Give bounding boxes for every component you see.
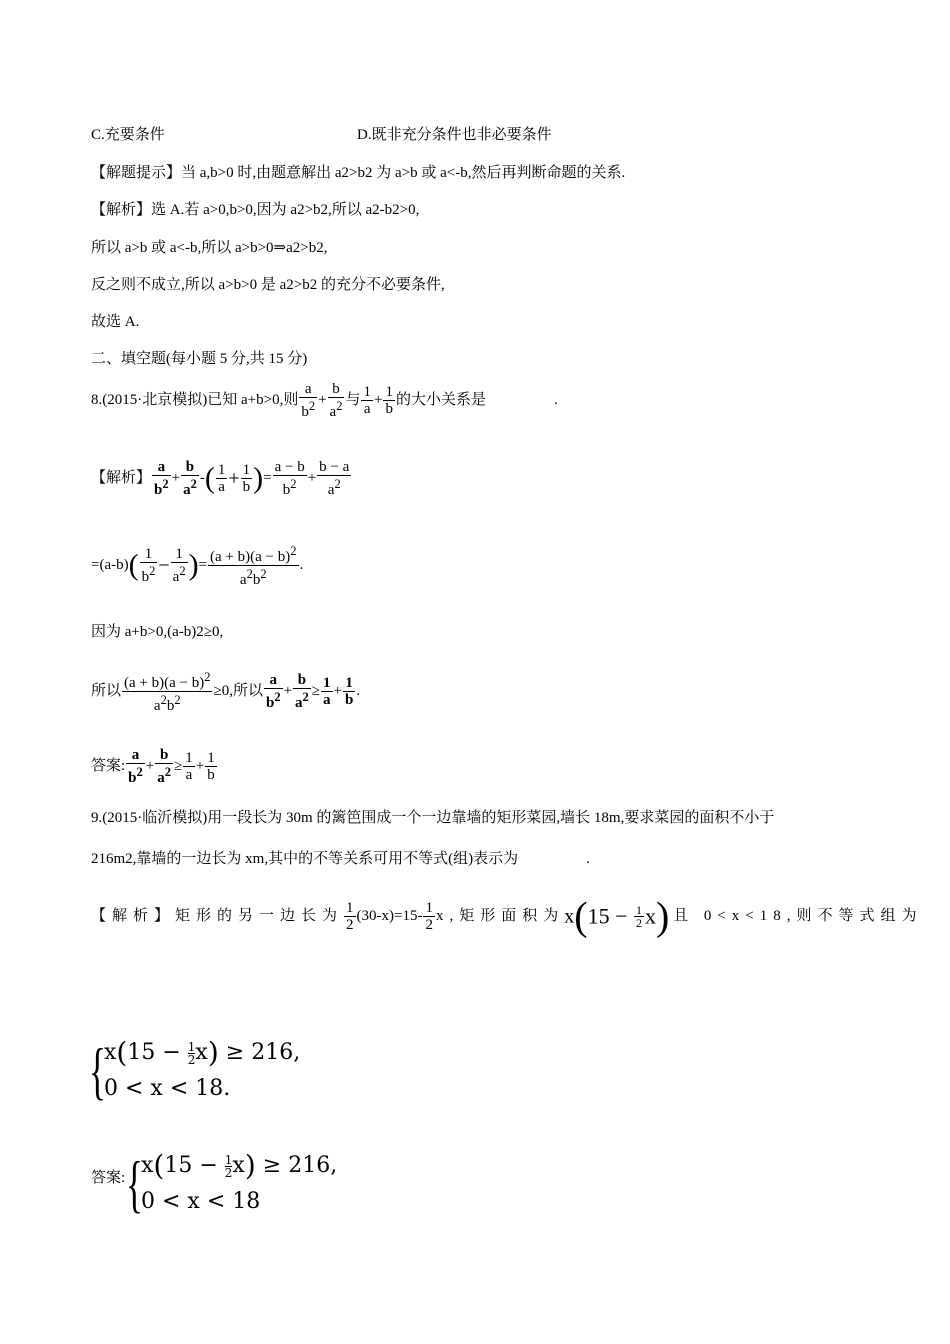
inequality-line-2: 0 < x < 18 xyxy=(141,1189,261,1214)
frac-product-over-a2b2: $\frac{(a + b)(a - b)^2}{a^2b^2}$ xyxy=(124,670,211,715)
q9-sol-end: 且 0<x<18,则不等式组为 xyxy=(673,908,923,924)
frac-1-over-b: $\frac{1}{b}$ xyxy=(242,462,251,496)
q8-prefix: 8.(2015·北京模拟)已知 a+b>0,则 xyxy=(91,392,299,408)
frac-1-over-2: $\frac{1}{2}$ xyxy=(346,900,354,934)
left-brace: { xyxy=(126,1148,143,1219)
q8-statement: 8.(2015·北京模拟)已知 a+b>0,则 $\frac{a}{b^2}$ + $\frac{b}{a^2}$ 与 $\frac{1}{a}$ + $\frac{1}{b}$ 的大小关系是 . xyxy=(91,381,558,421)
option-d: D.既非充分条件也非必要条件 xyxy=(357,127,552,143)
q8-end: . xyxy=(553,392,558,408)
q7-solution-line-1: 【解析】选 A.若 a>0,b>0,因为 a2>b2,所以 a2-b2>0, xyxy=(91,202,420,218)
q8-sol-line2-prefix: =(a-b) xyxy=(91,557,129,573)
frac-b-over-a2: $\frac{b}{a^2}$ xyxy=(295,672,309,712)
q9-statement-line-2 xyxy=(91,849,590,869)
q8-mid: 与 xyxy=(345,392,361,408)
inequality-system xyxy=(89,1035,300,1107)
q8-sol-line4-prefix: 所以 xyxy=(91,683,122,699)
frac-1-over-b2: $\frac{1}{b^2}$ xyxy=(141,546,156,586)
frac-b-over-a2: $\frac{b}{a^2}$ xyxy=(183,459,197,499)
frac-1-over-b: $\frac{1}{b}$ xyxy=(385,384,393,418)
q8-solution-line-2: =(a-b)( $\frac{1}{b^2}$ − $\frac{1}{a^2}$ )= $\frac{(a + b)(a - b)^2}{a^2b^2}$ . xyxy=(91,544,304,589)
q9-line2-text: 216m2,靠墙的一边长为 xm,其中的不等关系可用不等式(组)表示为 xyxy=(91,851,519,867)
q9-line2-end: . xyxy=(586,851,590,867)
answer-inequality-system xyxy=(126,1148,337,1220)
q9-answer-label: 答案: xyxy=(91,1170,126,1186)
frac-1-over-2: $\frac{1}{2}$ xyxy=(425,900,433,934)
q8-sol-line4-mid: ≥0,所以 xyxy=(213,683,263,699)
q9-statement-line-1: 9.(2015·临沂模拟)用一段长为 30m 的篱笆围成一个一边靠墙的矩形菜园,墙长 18m,要求菜园的面积不小于 xyxy=(91,810,775,826)
left-brace: { xyxy=(89,1035,106,1106)
frac-1-over-a2: $\frac{1}{a^2}$ xyxy=(172,546,186,586)
q7-hint: 【解题提示】当 a,b>0 时,由题意解出 a2>b2 为 a>b 或 a<-b,然后再判断命题的关系. xyxy=(91,165,626,181)
q9-sol-label: 【解析】矩形的另一边长为 xyxy=(91,908,344,924)
frac-1-over-a: $\frac{1}{a}$ xyxy=(363,384,371,418)
q7-solution-line-3: 反之则不成立,所以 a>b>0 是 a2>b2 的充分不必要条件, xyxy=(91,277,445,293)
frac-b-over-a2: $\frac{b}{a^2}$ xyxy=(329,381,343,421)
q8-suffix: 的大小关系是 xyxy=(395,392,486,408)
frac-a-over-b2: $\frac{a}{b^2}$ xyxy=(128,747,143,787)
q8-answer-label: 答案: xyxy=(91,758,126,774)
frac-b-minus-a-over-a2: $\frac{b - a}{a^2}$ xyxy=(319,459,350,499)
q9-sol-mid2: x,矩形面积为 xyxy=(435,908,565,924)
inequality-line-1: x(15 − $\frac{1}{2}$ x) ≥ 216, xyxy=(141,1149,338,1182)
option-c: C.充要条件 xyxy=(91,127,165,143)
q9-sol-mid1: (30-x)=15- xyxy=(356,908,423,924)
frac-1-over-b: $\frac{1}{b}$ xyxy=(344,675,354,709)
frac-1-over-a: $\frac{1}{a}$ xyxy=(323,675,331,709)
frac-a-over-b2: $\frac{a}{b^2}$ xyxy=(154,459,169,499)
frac-a-over-b2: $\frac{a}{b^2}$ xyxy=(265,672,281,712)
frac-product-over-a2b2: $\frac{(a + b)(a - b)^2}{a^2b^2}$ xyxy=(210,544,297,589)
q7-solution-line-2: 所以 a>b 或 a<-b,所以 a>b>0⇒a2>b2, xyxy=(91,240,328,256)
frac-1-over-b: $\frac{1}{b}$ xyxy=(207,750,215,784)
q8-answer: 答案: $\frac{a}{b^2}$ + $\frac{b}{a^2}$ ≥ $\frac{1}{a}$ + $\frac{1}{b}$ xyxy=(91,747,215,787)
frac-a-over-b2: $\frac{a}{b^2}$ xyxy=(301,381,316,421)
q8-solution-line-1: 【解析】 $\frac{a}{b^2}$ + $\frac{b}{a^2}$ -( $\frac{1}{a}$ + $\frac{1}{b}$ )= $\frac{a - b}{b^2}$ + $\frac{b - a}{a^2}$ xyxy=(91,459,350,499)
inequality-line-2: 0 < x < 18. xyxy=(104,1076,231,1101)
q8-solution-line-3: 因为 a+b>0,(a-b)2≥0, xyxy=(91,624,224,640)
inequality-line-1: x(15 − $\frac{1}{2}$ x) ≥ 216, xyxy=(104,1036,301,1069)
frac-1-over-a: $\frac{1}{a}$ xyxy=(185,750,193,784)
frac-a-minus-b-over-b2: $\frac{a - b}{b^2}$ xyxy=(274,459,305,499)
q7-solution-line-4: 故选 A. xyxy=(91,314,140,330)
frac-1-over-a: $\frac{1}{a}$ xyxy=(217,462,226,496)
q9-solution-line-1: 【解析】矩形的另一边长为 $\frac{1}{2}$ (30-x)=15- $\frac{1}{2}$ x,矩形面积为x(15 − $\frac{1}{2}$ x) 且 0<x<18,则不等式组为 xyxy=(91,893,923,939)
frac-b-over-a2: $\frac{b}{a^2}$ xyxy=(157,747,171,787)
q8-sol-label: 【解析】 xyxy=(91,470,152,486)
section-2-title: 二、填空题(每小题 5 分,共 15 分) xyxy=(91,351,308,367)
frac-1-over-2: $\frac{1}{2}$ xyxy=(635,903,642,931)
q8-solution-line-4: 所以 $\frac{(a + b)(a - b)^2}{a^2b^2}$ ≥0,所以 $\frac{a}{b^2}$ + $\frac{b}{a^2}$ ≥ $\frac{1}{a}$ + $\frac{1}{b}$ . xyxy=(91,670,361,715)
